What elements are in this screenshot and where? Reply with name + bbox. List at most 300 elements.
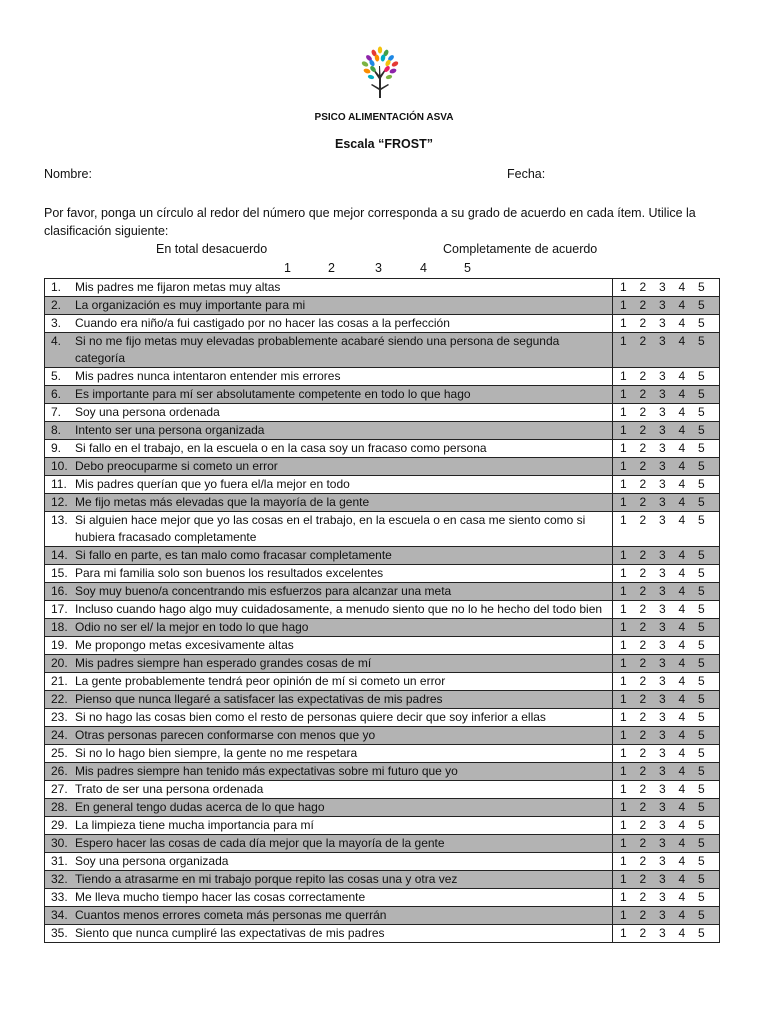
item-cell [45,871,613,889]
score-option-2[interactable]: 2 [639,602,647,616]
score-option-1[interactable]: 1 [620,746,627,760]
item-number: 26. [51,764,68,778]
score-option-1[interactable]: 1 [620,513,627,527]
score-option-1[interactable]: 1 [620,548,627,562]
score-options [613,601,720,619]
item-number: 16. [51,584,68,598]
table-row [45,404,720,422]
score-option-4[interactable]: 4 [678,728,686,742]
score-option-4[interactable]: 4 [678,441,686,455]
score-option-3[interactable]: 3 [659,692,666,706]
score-option-2[interactable]: 2 [639,872,647,886]
score-option-5[interactable]: 5 [698,656,705,670]
score-option-2[interactable]: 2 [639,477,647,491]
score-option-5[interactable]: 5 [698,710,705,724]
score-option-5[interactable]: 5 [698,316,705,330]
score-option-5[interactable]: 5 [698,728,705,742]
score-options [613,440,720,458]
score-option-3[interactable]: 3 [659,316,666,330]
score-option-3[interactable]: 3 [659,566,666,580]
score-option-1[interactable]: 1 [620,423,627,437]
score-option-1[interactable]: 1 [620,782,627,796]
score-option-2[interactable]: 2 [639,836,647,850]
score-option-1[interactable]: 1 [620,872,627,886]
item-number: 1. [51,280,62,294]
score-options [613,889,720,907]
score-option-2[interactable]: 2 [639,316,647,330]
item-number: 20. [51,656,68,670]
table-row [45,817,720,835]
score-option-2[interactable]: 2 [639,298,647,312]
score-option-3[interactable]: 3 [659,334,666,348]
score-option-4[interactable]: 4 [678,334,686,348]
score-option-2[interactable]: 2 [639,926,647,940]
score-option-3[interactable]: 3 [659,656,666,670]
score-options [613,835,720,853]
item-number: 22. [51,692,68,706]
item-number: 10. [51,459,68,473]
item-number: 33. [51,890,68,904]
score-option-4[interactable]: 4 [678,764,686,778]
item-text: Debo preocuparme si cometo un error [75,459,278,473]
score-option-4[interactable]: 4 [678,405,686,419]
score-option-1[interactable]: 1 [620,459,627,473]
score-option-4[interactable]: 4 [678,280,686,294]
score-option-4[interactable]: 4 [678,459,686,473]
score-option-5[interactable]: 5 [698,836,705,850]
item-number: 18. [51,620,68,634]
item-cell [45,781,613,799]
score-option-1[interactable]: 1 [620,477,627,491]
table-row [45,440,720,458]
table-row [45,727,720,745]
score-option-4[interactable]: 4 [678,836,686,850]
score-option-4[interactable]: 4 [678,872,686,886]
table-row [45,494,720,512]
table-row [45,799,720,817]
score-option-5[interactable]: 5 [698,746,705,760]
score-option-5[interactable]: 5 [698,692,705,706]
item-cell [45,440,613,458]
score-option-3[interactable]: 3 [659,872,666,886]
score-option-1[interactable]: 1 [620,656,627,670]
item-cell [45,601,613,619]
score-options [613,853,720,871]
item-number: 6. [51,387,62,401]
score-option-1[interactable]: 1 [620,728,627,742]
item-text: Si fallo en parte, es tan malo como fracasar completamente [75,548,392,562]
score-option-1[interactable]: 1 [620,854,627,868]
score-option-4[interactable]: 4 [678,495,686,509]
item-text: Si no me fijo metas muy elevadas probablemente acabaré siendo una persona de segunda categoría [75,334,560,365]
item-text: Soy muy bueno/a concentrando mis esfuerzos para alcanzar una meta [75,584,452,598]
table-row [45,925,720,943]
score-option-1[interactable]: 1 [620,602,627,616]
score-options [613,745,720,763]
item-number: 15. [51,566,68,580]
score-option-4[interactable]: 4 [678,620,686,634]
item-text: Tiendo a atrasarme en mi trabajo porque repito las cosas una y otra vez [75,872,458,886]
score-option-2[interactable]: 2 [639,513,647,527]
item-cell [45,333,613,368]
score-option-1[interactable]: 1 [620,584,627,598]
score-option-2[interactable]: 2 [639,800,647,814]
item-cell [45,763,613,781]
score-option-4[interactable]: 4 [678,782,686,796]
score-option-2[interactable]: 2 [639,764,647,778]
table-row [45,907,720,925]
score-option-2[interactable]: 2 [639,566,647,580]
score-option-4[interactable]: 4 [678,656,686,670]
score-options [613,512,720,547]
item-number: 7. [51,405,62,419]
score-option-3[interactable]: 3 [659,638,666,652]
item-cell [45,583,613,601]
item-cell [45,494,613,512]
score-option-5[interactable]: 5 [698,890,705,904]
score-option-5[interactable]: 5 [698,872,705,886]
score-option-5[interactable]: 5 [698,782,705,796]
score-option-1[interactable]: 1 [620,566,627,580]
score-option-2[interactable]: 2 [639,746,647,760]
score-options [613,476,720,494]
score-option-4[interactable]: 4 [678,584,686,598]
score-options [613,763,720,781]
score-options [613,333,720,368]
table-row [45,279,720,297]
item-number: 19. [51,638,68,652]
score-option-3[interactable]: 3 [659,620,666,634]
score-option-2[interactable]: 2 [639,584,647,598]
item-number: 11. [51,477,67,491]
score-option-3[interactable]: 3 [659,477,666,491]
item-cell [45,745,613,763]
score-option-5[interactable]: 5 [698,566,705,580]
item-text: Incluso cuando hago algo muy cuidadosamente, a menudo siento que no lo he hecho del todo bien [75,602,603,616]
score-option-2[interactable]: 2 [639,710,647,724]
table-row [45,583,720,601]
scale-point: 2 [328,261,335,275]
name-label: Nombre: [44,167,92,181]
item-cell [45,853,613,871]
item-number: 35. [51,926,68,940]
score-option-4[interactable]: 4 [678,818,686,832]
score-option-5[interactable]: 5 [698,764,705,778]
table-row [45,333,720,368]
score-option-5[interactable]: 5 [698,513,705,527]
table-row [45,315,720,333]
score-option-5[interactable]: 5 [698,369,705,383]
score-option-4[interactable]: 4 [678,674,686,688]
score-option-3[interactable]: 3 [659,548,666,562]
score-option-4[interactable]: 4 [678,800,686,814]
score-option-5[interactable]: 5 [698,477,705,491]
score-option-2[interactable]: 2 [639,908,647,922]
score-option-3[interactable]: 3 [659,459,666,473]
item-text: Otras personas parecen conformarse con menos que yo [75,728,376,742]
score-option-4[interactable]: 4 [678,854,686,868]
score-option-3[interactable]: 3 [659,369,666,383]
score-option-3[interactable]: 3 [659,782,666,796]
item-text: Si no lo hago bien siempre, la gente no me respetara [75,746,358,760]
item-number: 29. [51,818,68,832]
score-option-5[interactable]: 5 [698,674,705,688]
item-text: Mis padres querían que yo fuera el/la mejor en todo [75,477,350,491]
score-option-2[interactable]: 2 [639,638,647,652]
score-options [613,315,720,333]
score-option-3[interactable]: 3 [659,387,666,401]
item-text: Si alguien hace mejor que yo las cosas en el trabajo, en la escuela o en casa me siento como si hubiera fracasado completamente [75,513,586,544]
score-option-5[interactable]: 5 [698,441,705,455]
score-option-2[interactable]: 2 [639,405,647,419]
score-option-3[interactable]: 3 [659,854,666,868]
score-options [613,297,720,315]
score-option-2[interactable]: 2 [639,854,647,868]
item-number: 31. [51,854,68,868]
score-option-4[interactable]: 4 [678,316,686,330]
score-option-5[interactable]: 5 [698,908,705,922]
table-row [45,601,720,619]
score-options [613,547,720,565]
item-number: 34. [51,908,68,922]
score-option-1[interactable]: 1 [620,800,627,814]
item-cell [45,817,613,835]
table-row [45,763,720,781]
score-option-3[interactable]: 3 [659,423,666,437]
item-cell [45,889,613,907]
score-option-1[interactable]: 1 [620,926,627,940]
score-option-1[interactable]: 1 [620,280,627,294]
score-option-1[interactable]: 1 [620,890,627,904]
score-option-2[interactable]: 2 [639,656,647,670]
score-option-4[interactable]: 4 [678,298,686,312]
score-option-1[interactable]: 1 [620,620,627,634]
score-options [613,386,720,404]
score-options [613,709,720,727]
item-cell [45,673,613,691]
item-text: La limpieza tiene mucha importancia para mí [75,818,314,832]
score-option-3[interactable]: 3 [659,602,666,616]
score-option-3[interactable]: 3 [659,584,666,598]
score-option-5[interactable]: 5 [698,334,705,348]
item-cell [45,691,613,709]
score-option-5[interactable]: 5 [698,387,705,401]
item-cell [45,565,613,583]
table-row [45,297,720,315]
score-options [613,655,720,673]
score-option-1[interactable]: 1 [620,441,627,455]
item-number: 8. [51,423,62,437]
score-option-2[interactable]: 2 [639,674,647,688]
item-number: 24. [51,728,68,742]
score-option-3[interactable]: 3 [659,495,666,509]
table-row [45,368,720,386]
score-option-1[interactable]: 1 [620,692,627,706]
item-text: Cuantos menos errores cometa más personas me querrán [75,908,387,922]
score-option-2[interactable]: 2 [639,495,647,509]
score-option-1[interactable]: 1 [620,316,627,330]
item-text: Odio no ser el/ la mejor en todo lo que hago [75,620,309,634]
item-text: La gente probablemente tendrá peor opinión de mí si cometo un error [75,674,446,688]
score-option-5[interactable]: 5 [698,405,705,419]
score-options [613,817,720,835]
score-options [613,871,720,889]
item-number: 2. [51,298,62,312]
item-cell [45,619,613,637]
table-row [45,781,720,799]
score-option-2[interactable]: 2 [639,728,647,742]
item-cell [45,386,613,404]
score-option-3[interactable]: 3 [659,405,666,419]
score-option-5[interactable]: 5 [698,854,705,868]
score-option-5[interactable]: 5 [698,602,705,616]
item-number: 17. [51,602,68,616]
table-row [45,637,720,655]
table-row [45,422,720,440]
item-number: 5. [51,369,62,383]
score-option-5[interactable]: 5 [698,818,705,832]
score-option-1[interactable]: 1 [620,764,627,778]
score-option-3[interactable]: 3 [659,728,666,742]
score-option-1[interactable]: 1 [620,387,627,401]
score-option-1[interactable]: 1 [620,674,627,688]
table-row [45,691,720,709]
score-option-2[interactable]: 2 [639,369,647,383]
score-option-1[interactable]: 1 [620,908,627,922]
score-option-4[interactable]: 4 [678,638,686,652]
score-option-3[interactable]: 3 [659,674,666,688]
score-option-2[interactable]: 2 [639,692,647,706]
table-row [45,673,720,691]
score-option-1[interactable]: 1 [620,818,627,832]
table-row [45,655,720,673]
score-options [613,619,720,637]
score-option-3[interactable]: 3 [659,513,666,527]
score-option-3[interactable]: 3 [659,836,666,850]
item-text: Soy una persona organizada [75,854,229,868]
item-text: Mis padres nunca intentaron entender mis errores [75,369,341,383]
score-option-3[interactable]: 3 [659,280,666,294]
score-option-4[interactable]: 4 [678,602,686,616]
score-option-4[interactable]: 4 [678,477,686,491]
score-option-5[interactable]: 5 [698,638,705,652]
score-option-2[interactable]: 2 [639,441,647,455]
score-option-4[interactable]: 4 [678,369,686,383]
organization-name: PSICO ALIMENTACIÓN ASVA [314,112,454,123]
score-option-4[interactable]: 4 [678,548,686,562]
table-row [45,871,720,889]
item-text: Soy una persona ordenada [75,405,220,419]
score-option-4[interactable]: 4 [678,387,686,401]
item-number: 25. [51,746,68,760]
score-options [613,727,720,745]
score-option-2[interactable]: 2 [639,548,647,562]
table-row [45,565,720,583]
score-options [613,799,720,817]
score-option-4[interactable]: 4 [678,513,686,527]
score-option-1[interactable]: 1 [620,369,627,383]
score-option-3[interactable]: 3 [659,746,666,760]
item-number: 32. [51,872,68,886]
score-option-2[interactable]: 2 [639,459,647,473]
item-cell [45,547,613,565]
score-option-2[interactable]: 2 [639,334,647,348]
score-option-2[interactable]: 2 [639,387,647,401]
score-option-5[interactable]: 5 [698,280,705,294]
item-cell [45,458,613,476]
item-number: 14. [51,548,68,562]
item-cell [45,637,613,655]
score-option-1[interactable]: 1 [620,710,627,724]
score-option-3[interactable]: 3 [659,890,666,904]
table-row [45,476,720,494]
score-option-1[interactable]: 1 [620,638,627,652]
score-option-5[interactable]: 5 [698,800,705,814]
score-option-3[interactable]: 3 [659,800,666,814]
table-row [45,547,720,565]
item-text: Me propongo metas excesivamente altas [75,638,294,652]
score-option-3[interactable]: 3 [659,710,666,724]
score-option-3[interactable]: 3 [659,764,666,778]
score-options [613,583,720,601]
score-option-5[interactable]: 5 [698,926,705,940]
score-option-2[interactable]: 2 [639,423,647,437]
score-option-4[interactable]: 4 [678,890,686,904]
item-cell [45,799,613,817]
score-option-5[interactable]: 5 [698,548,705,562]
score-option-4[interactable]: 4 [678,423,686,437]
score-option-1[interactable]: 1 [620,334,627,348]
score-option-1[interactable]: 1 [620,495,627,509]
score-option-2[interactable]: 2 [639,818,647,832]
score-option-3[interactable]: 3 [659,908,666,922]
score-option-3[interactable]: 3 [659,818,666,832]
frost-scale-table [44,278,720,943]
score-option-4[interactable]: 4 [678,908,686,922]
score-options [613,279,720,297]
score-option-3[interactable]: 3 [659,298,666,312]
score-option-5[interactable]: 5 [698,423,705,437]
score-option-1[interactable]: 1 [620,405,627,419]
score-option-1[interactable]: 1 [620,836,627,850]
item-number: 12. [51,495,68,509]
score-option-5[interactable]: 5 [698,620,705,634]
score-option-3[interactable]: 3 [659,441,666,455]
item-text: Mis padres siempre han tenido más expectativas sobre mi futuro que yo [75,764,458,778]
score-option-4[interactable]: 4 [678,692,686,706]
score-option-4[interactable]: 4 [678,566,686,580]
score-option-4[interactable]: 4 [678,710,686,724]
score-option-4[interactable]: 4 [678,926,686,940]
item-cell [45,907,613,925]
scale-point: 4 [420,261,427,275]
table-row [45,458,720,476]
score-options [613,673,720,691]
score-option-5[interactable]: 5 [698,495,705,509]
score-option-5[interactable]: 5 [698,459,705,473]
item-number: 13. [51,513,68,527]
score-option-1[interactable]: 1 [620,298,627,312]
score-option-5[interactable]: 5 [698,584,705,598]
score-option-2[interactable]: 2 [639,620,647,634]
score-option-5[interactable]: 5 [698,298,705,312]
date-label: Fecha: [507,167,546,181]
score-option-3[interactable]: 3 [659,926,666,940]
score-option-2[interactable]: 2 [639,280,647,294]
score-option-2[interactable]: 2 [639,782,647,796]
score-option-4[interactable]: 4 [678,746,686,760]
score-option-2[interactable]: 2 [639,890,647,904]
